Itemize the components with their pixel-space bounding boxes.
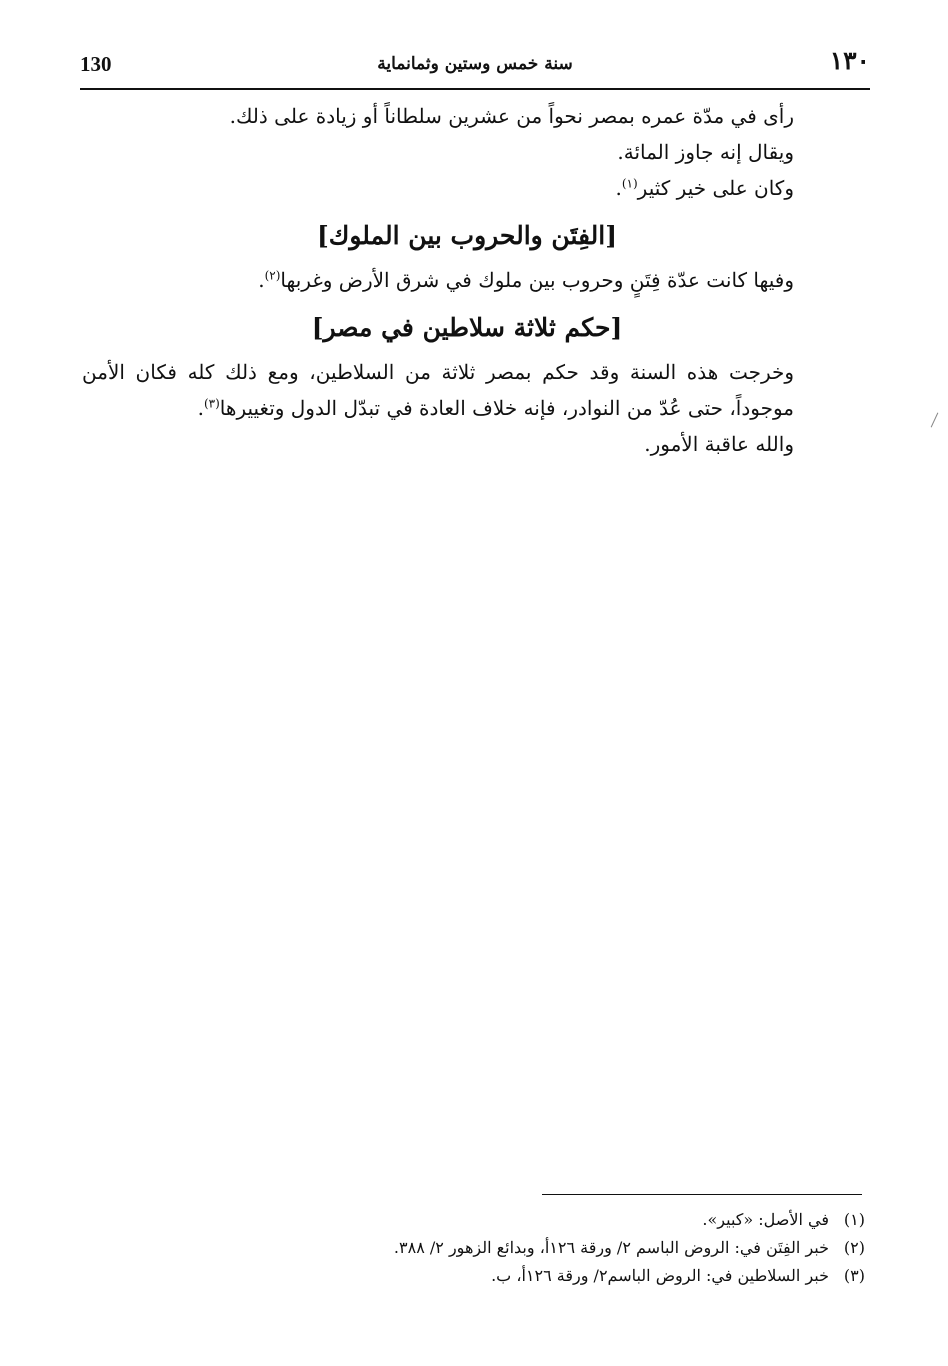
paragraph-line: وكان على خير كثير$^{(١)}$. (615, 176, 794, 200)
footnote-text: خبر الفِتَن في: الروض الباسم ٢/ ورقة ١٢٦أ، وبدائع الزهور ٢/ ٣٨٨. (393, 1238, 829, 1257)
footnote-rule (542, 1194, 862, 1195)
footnote-number: (٢) (843, 1238, 865, 1257)
main-text (82, 98, 852, 462)
footnotes (300, 1206, 865, 1290)
footnote-text: في الأصل: «كبير». (702, 1210, 829, 1229)
footnote-ref-1: (١) (621, 176, 638, 191)
section-heading-sultans: [حكم ثلاثة سلاطين في مصر] (311, 313, 623, 342)
footnote-item (300, 1234, 865, 1262)
page-number-latin: 130 (80, 52, 112, 76)
paragraph: وخرجت هذه السنة وقد حكم بمصر ثلاثة من السلاطين، ومع ذلك كله فكان الأمن موجوداً، حتى عُدّ من النوادر، فإنه خلاف العادة في تبدّل الدول وتغييرها$^{(٣)}$. (82, 360, 794, 420)
footnote-number: (١) (843, 1210, 865, 1229)
running-title: سنة خمس وستين وثمانماية (377, 54, 573, 74)
footnote-ref-2: (٢) (264, 268, 281, 283)
footnote-text: خبر السلاطين في: الروض الباسم٢/ ورقة ١٢٦أ، ب. (491, 1266, 829, 1285)
footnote-number: (٣) (843, 1266, 865, 1285)
closing-line: والله عاقبة الأمور. (644, 432, 794, 456)
paragraph: وفيها كانت عدّة فِتَنٍ وحروب بين ملوك في شرق الأرض وغربها$^{(٢)}$. (258, 268, 794, 292)
footnote-item (300, 1262, 865, 1290)
page-number-arabic: ١٣٠ (829, 46, 870, 75)
footnote-item (300, 1206, 865, 1234)
section-heading-fitan: [الفِتَن والحروب بين الملوك] (316, 221, 618, 250)
header-rule (80, 88, 870, 90)
paragraph-line: ويقال إنه جاوز المائة. (617, 140, 794, 164)
margin-mark (931, 413, 939, 428)
footnote-ref-3: (٣) (203, 396, 220, 411)
page-header (80, 44, 870, 88)
paragraph-line: رأى في مدّة عمره بمصر نحواً من عشرين سلطاناً أو زيادة على ذلك. (229, 104, 794, 128)
